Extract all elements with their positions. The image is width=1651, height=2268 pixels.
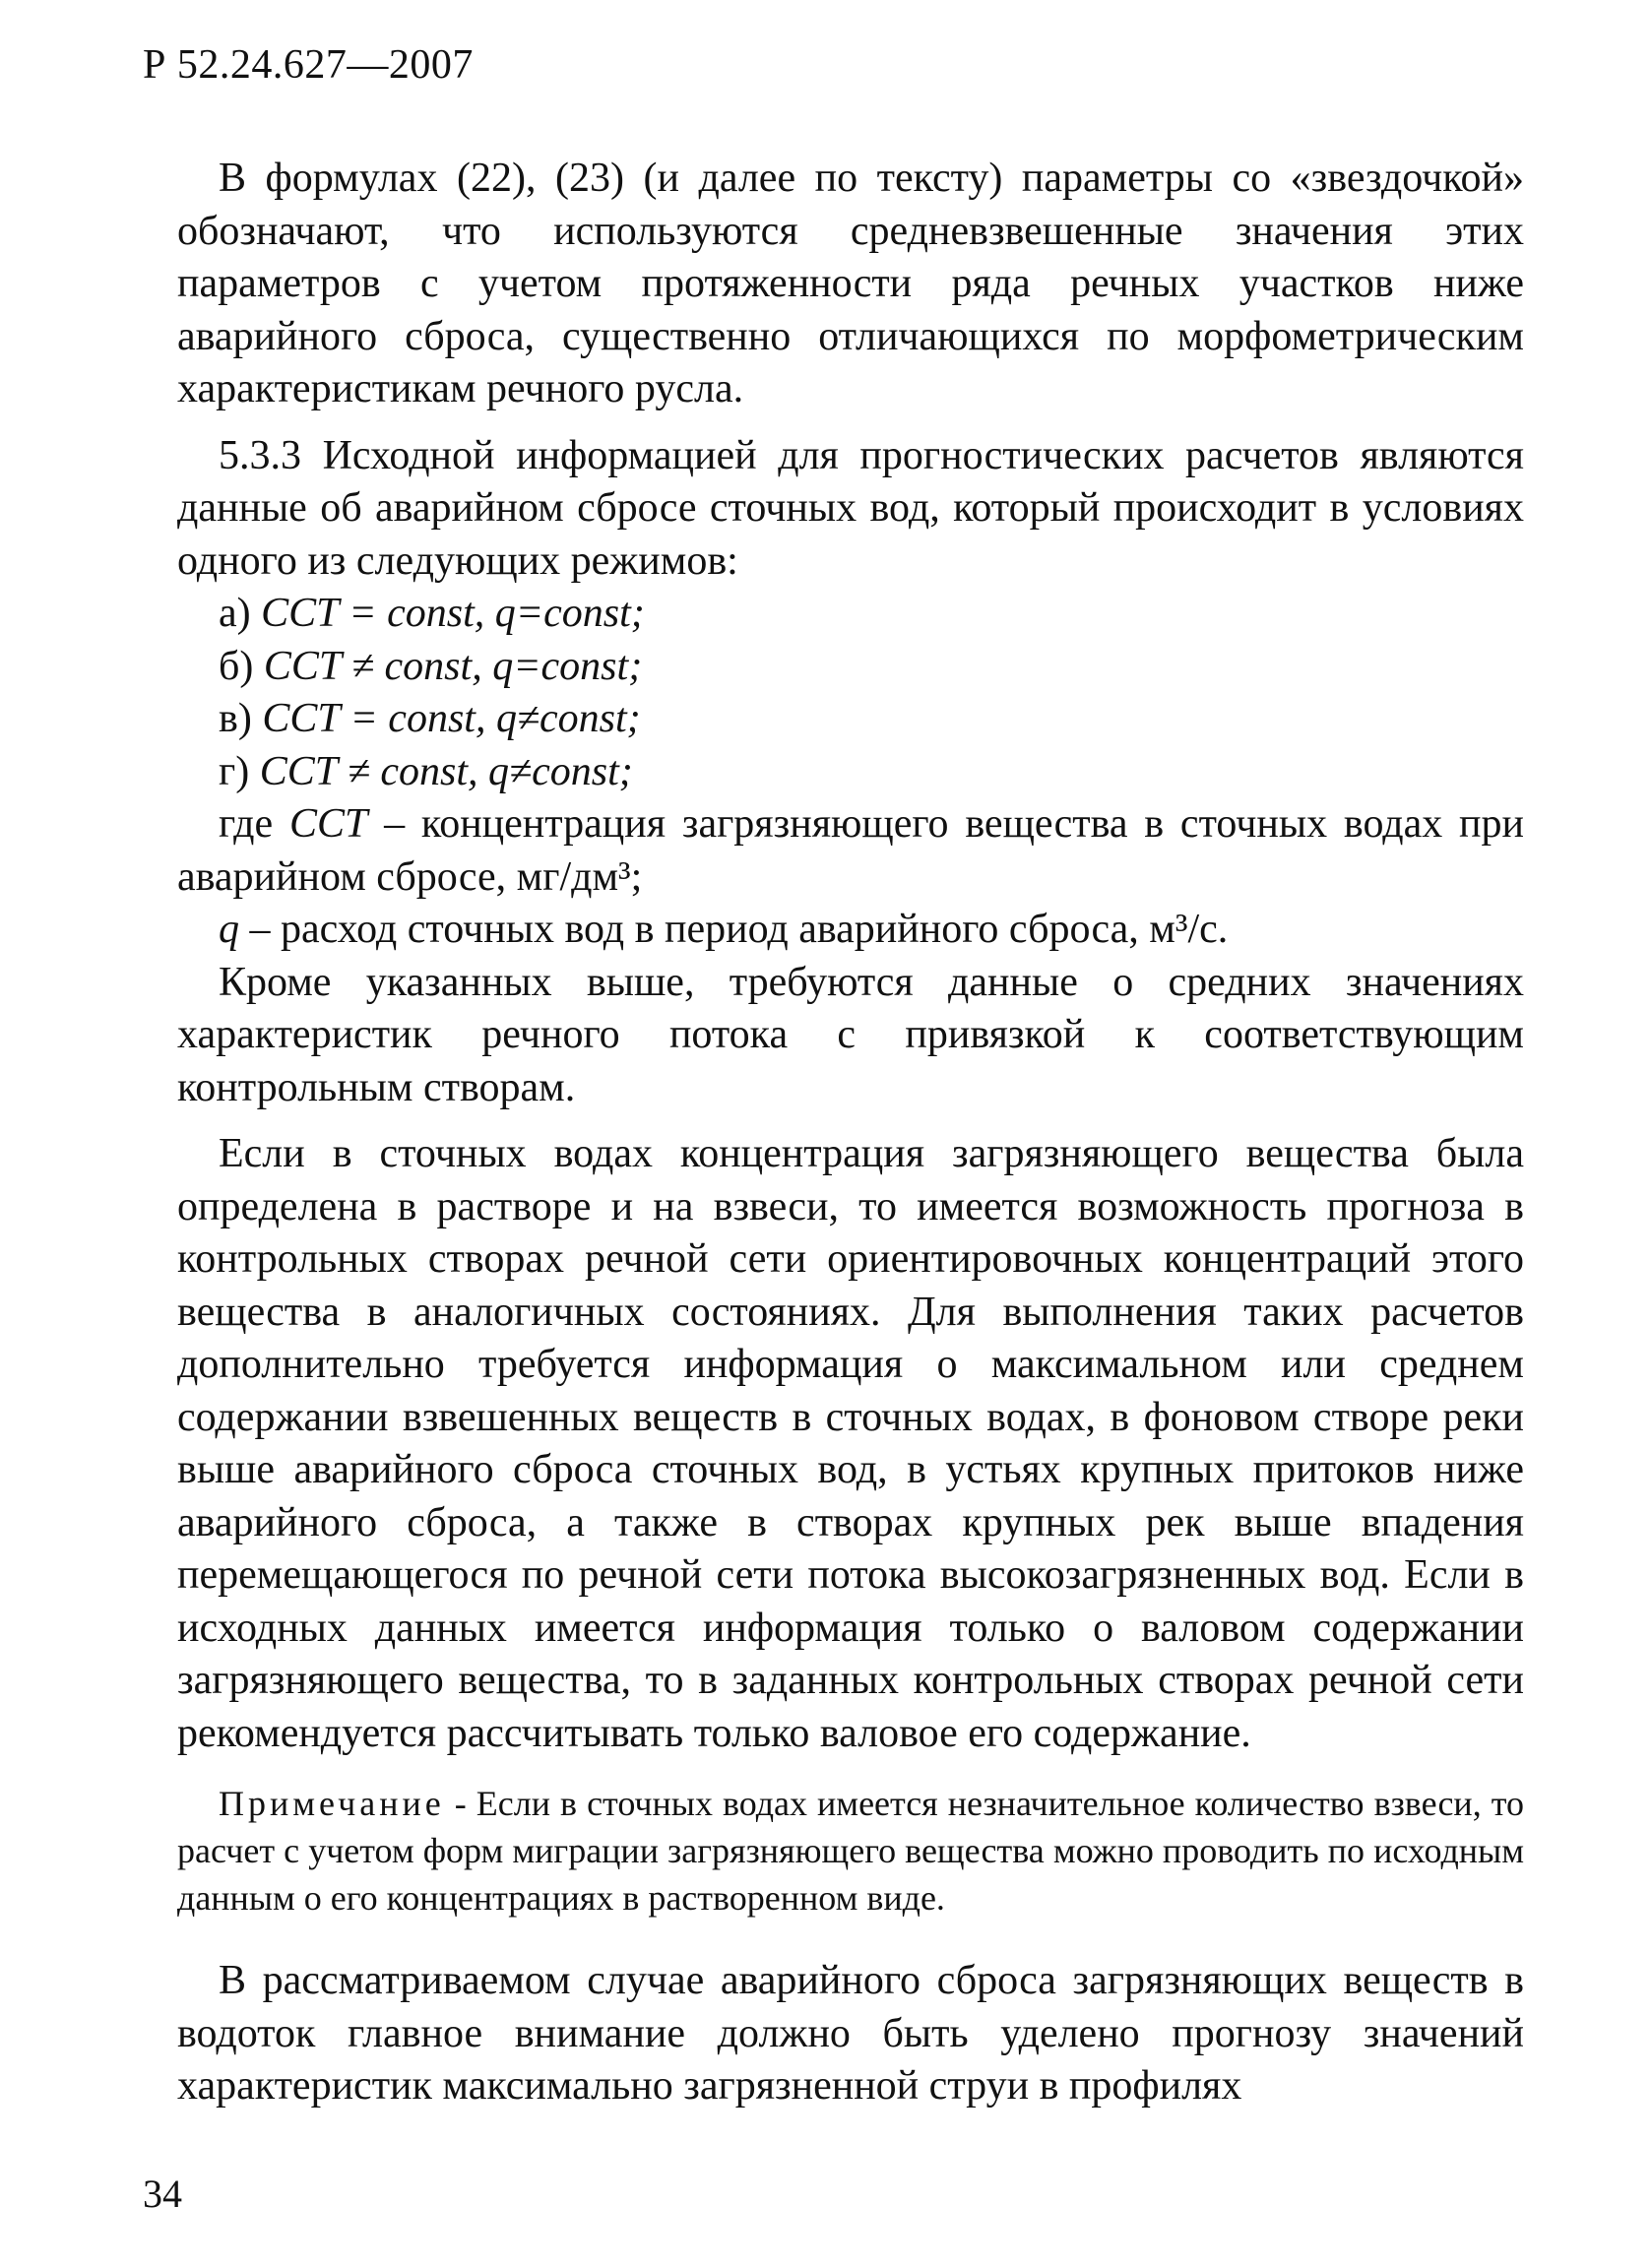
symbol-c-ct: CCT — [288, 801, 368, 847]
regime-marker: а) — [219, 591, 251, 636]
regime-item — [177, 693, 1524, 746]
regime-marker: в) — [219, 696, 252, 741]
regime-formula: CCT ≠ const, q≠const; — [259, 748, 633, 794]
regime-marker: г) — [219, 748, 250, 794]
definition-q-text: – расход сточных вод в период аварийного сброса, м³/с. — [249, 907, 1229, 952]
note-label: Примечание — [219, 1784, 445, 1823]
paragraph-5-3-3: 5.3.3 Исходной информацией для прогностических расчетов являются данные об аварийном сбросе сточных вод, который происходит в условиях одного из следующих режимов: — [177, 432, 1524, 584]
regime-list — [177, 588, 1524, 798]
regime-marker: б) — [219, 643, 254, 689]
regime-item — [177, 588, 1524, 641]
regime-item — [177, 746, 1524, 799]
definition-c-text: – концентрация загрязняющего вещества в сточных водах при аварийном сбросе, мг/дм³; — [177, 801, 1524, 900]
paragraph-formulas-note: В формулах (22), (23) (и далее по тексту) параметры со «звездочкой» обозначают, что используются средневзвешенные значения этих параметров с учетом протяженности ряда речных участков ниже аварийного сброса, существенно отличающихся по морфометрическим характеристикам речного русла. — [177, 156, 1524, 411]
document-body — [177, 153, 1524, 2113]
document-code: Р 52.24.627—2007 — [143, 42, 474, 88]
where-prefix: где — [219, 801, 274, 847]
definition-concentration — [177, 798, 1524, 904]
symbol-q: q — [219, 907, 239, 952]
regime-formula: CCT = const, q≠const; — [262, 696, 641, 741]
paragraph-suspension: Если в сточных водах концентрация загрязняющего вещества была определена в растворе и на взвеси, то имеется возможность прогноза в контрольных створах речной сети ориентировочных концентраций этого вещества в аналогичных состояниях. Для выполнения таких расчетов дополнительно требуется информация о максимальном или среднем содержании взвешенных веществ в сточных водах, в фоновом створе реки выше аварийного сброса сточных вод, в устьях крупных притоков ниже аварийного сброса, а также в створах крупных рек выше впадения перемещающегося по речной сети потока высокозагрязненных вод. Если в исходных данных имеется информация только о валовом содержании загрязняющего вещества, то в заданных контрольных створах речной сети рекомендуется рассчитывать только валовое его содержание. — [177, 1131, 1524, 1756]
definition-discharge — [177, 904, 1524, 957]
regime-formula: CCT = const, q=const; — [261, 591, 645, 636]
paragraph-flow-characteristics: Кроме указанных выше, требуются данные о средних значениях характеристик речного потока с привязкой к соответствующим контрольным створам. — [177, 959, 1524, 1110]
note — [177, 1780, 1524, 1922]
note-text: - Если в сточных водах имеется незначительное количество взвеси, то расчет с учетом форм миграции загрязняющего вещества можно проводить по исходным данным о его концентрациях в растворенном виде. — [177, 1784, 1524, 1918]
paragraph-polluted-jet: В рассматриваемом случае аварийного сброса загрязняющих веществ в водоток главное внимание должно быть уделено прогнозу значений характеристик максимально загрязненной струи в профилях — [177, 1958, 1524, 2109]
page-number: 34 — [143, 2172, 182, 2216]
regime-formula: CCT ≠ const, q=const; — [263, 643, 643, 689]
regime-item — [177, 641, 1524, 694]
